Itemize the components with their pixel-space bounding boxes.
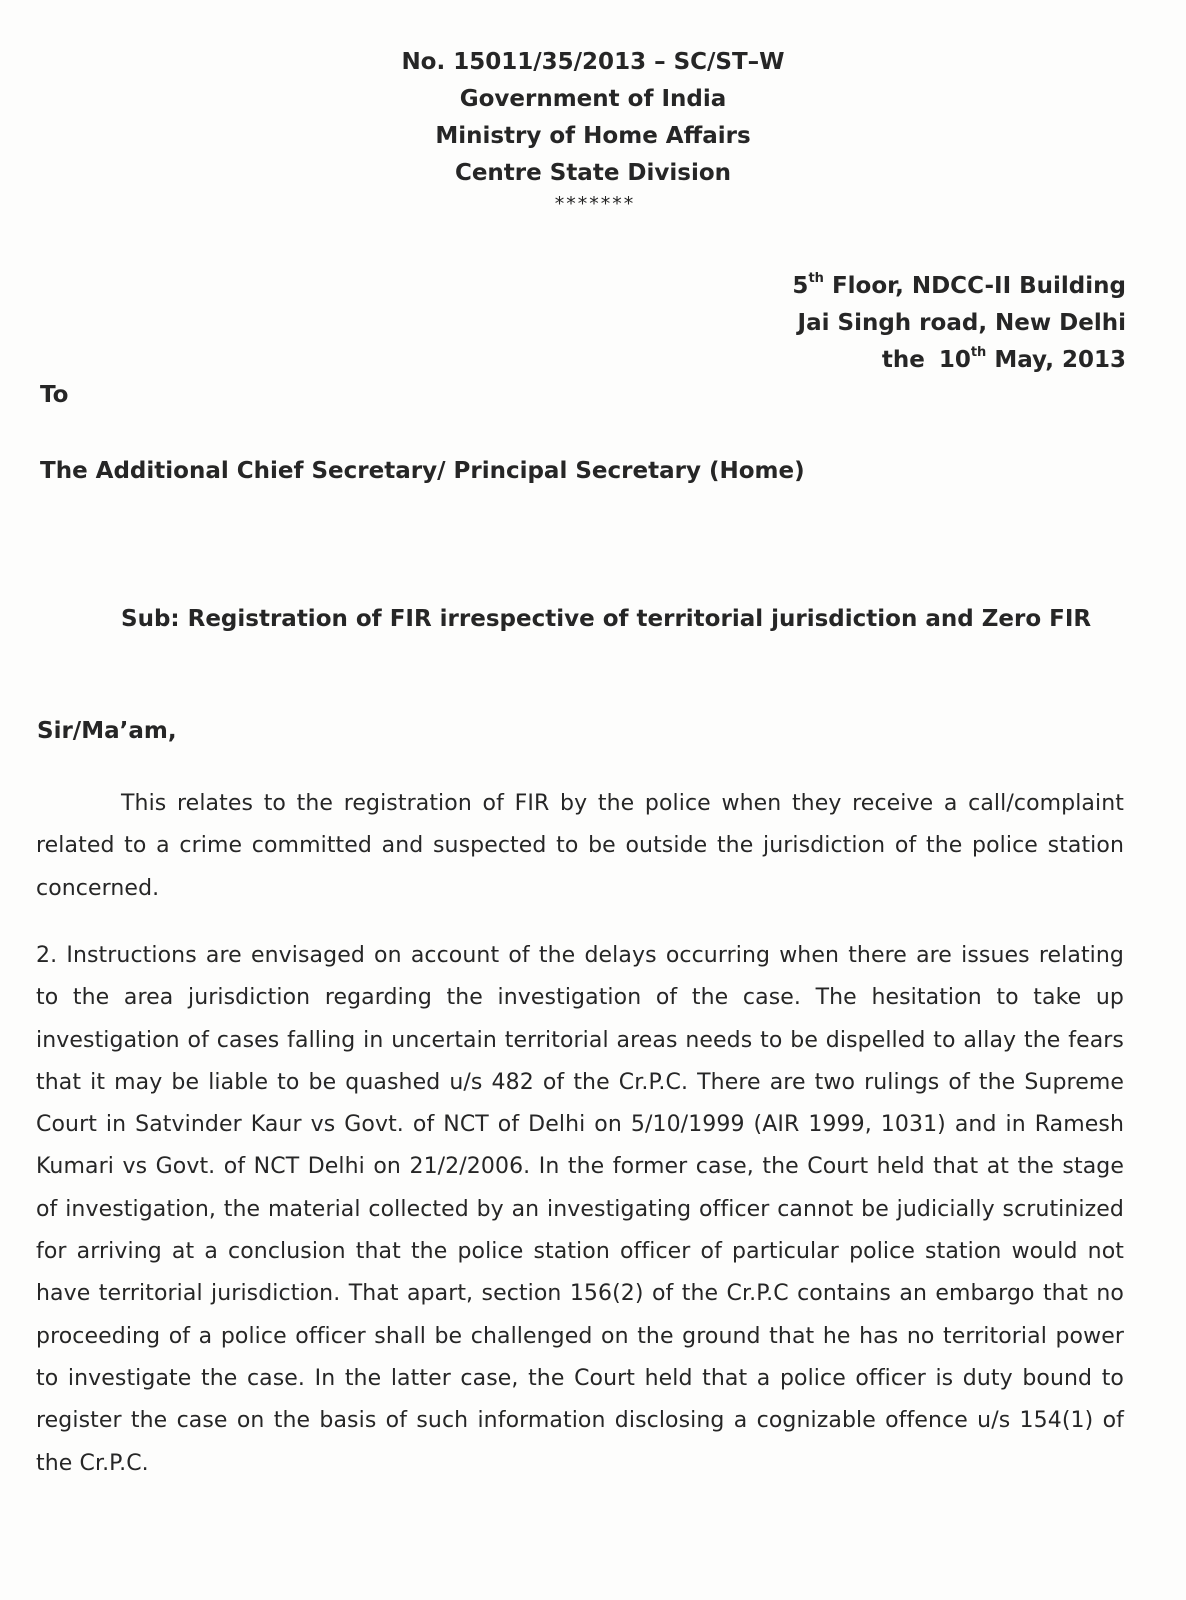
subject-line: Sub: Registration of FIR irrespective of territorial jurisdiction and Zero FIR xyxy=(121,606,1092,632)
paragraph-1: This relates to the registration of FIR by the police when they receive a call/complaint related to a crime committed and suspected to be outside the jurisdiction of the police station concerned. xyxy=(36,791,1124,901)
date-day: 10 xyxy=(938,347,971,373)
floor-number: 5 xyxy=(792,273,809,299)
floor-ordinal: th xyxy=(808,271,824,286)
address-line-floor xyxy=(526,268,1126,305)
addressee: The Additional Chief Secretary/ Principal Secretary (Home) xyxy=(40,458,805,484)
government-name: Government of India xyxy=(459,86,727,112)
date-month-year: May, 2013 xyxy=(994,347,1126,373)
paragraph-2: 2. Instructions are envisaged on account of the delays occurring when there are issues relating to the area jurisdiction regarding the investigation of the case. The hesitation to take up investigation of cases falling in uncertain territorial areas needs to be dispelled to allay the fears that it may be liable to be quashed u/s 482 of the Cr.P.C. There are two rulings of the Supreme Court in Satvinder Kaur vs Govt. of NCT of Delhi on 5/10/1999 (AIR 1999, 1031) and in Ramesh Kumari vs Govt. of NCT Delhi on 21/2/2006. In the former case, the Court held that at the stage of investigation, the material collected by an investigating officer cannot be judicially scrutinized for arriving at a conclusion that the police station officer of particular police station would not have territorial jurisdiction. That apart, section 156(2) of the Cr.P.C contains an embargo that no proceeding of a police officer shall be challenged on the ground that he has no territorial power to investigate the case. In the latter case, the Court held that a police officer is duty bound to register the case on the basis of such information disclosing a cognizable offence u/s 154(1) of the Cr.P.C. xyxy=(36,943,1124,1476)
division-name: Centre State Division xyxy=(454,160,732,186)
letter-header xyxy=(0,44,1186,216)
date-ordinal: th xyxy=(970,345,987,360)
building-name: Floor, NDCC-II Building xyxy=(831,273,1126,299)
file-number: No. 15011/35/2013 – SC/ST–W xyxy=(401,49,785,75)
letter-date xyxy=(526,342,1126,379)
date-prefix: the xyxy=(881,347,925,373)
separator-stars: ******* xyxy=(554,193,636,215)
to-label: To xyxy=(40,382,69,408)
ministry-name: Ministry of Home Affairs xyxy=(435,123,751,149)
address-line-road: Jai Singh road, New Delhi xyxy=(797,310,1126,336)
salutation: Sir/Ma’am, xyxy=(37,718,177,744)
sender-address xyxy=(526,268,1126,379)
